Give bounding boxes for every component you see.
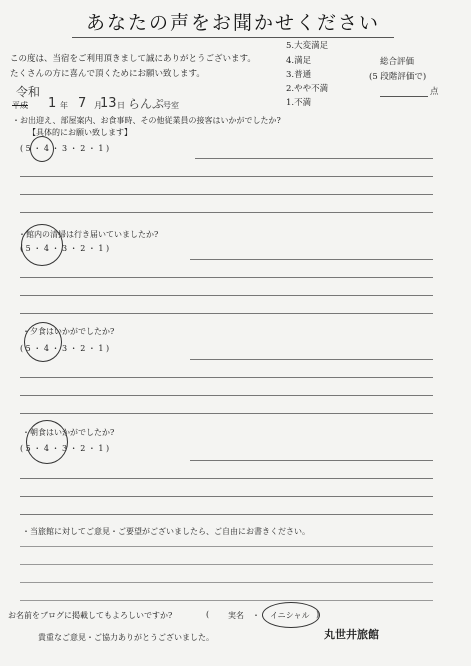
question-1-answer-line-4[interactable] — [20, 212, 433, 213]
free-comment-line-2[interactable] — [20, 564, 433, 565]
stay-month-unit: 月 — [94, 101, 102, 110]
question-2-answer-line-4[interactable] — [20, 313, 433, 314]
closing-message: 貴重なご意見・ご協力ありがとうございました。 — [38, 633, 214, 642]
blog-selected-circle — [262, 602, 320, 628]
blog-option-real-name[interactable]: 実名 — [228, 611, 244, 620]
question-3-answer-line-4[interactable] — [20, 413, 433, 414]
question-1-rating[interactable]: ( 5 ・ 4 ・ 3 ・ 2 ・ 1 ) — [20, 144, 110, 153]
question-3-answer-line-3[interactable] — [20, 395, 433, 396]
question-1-detail-label: 【具体的にお願い致します】 — [28, 128, 132, 137]
inn-signature: 丸世井旅館 — [324, 628, 379, 641]
stay-year-unit: 年 — [60, 101, 68, 110]
question-2-answer-line-2[interactable] — [20, 277, 433, 278]
question-4-rating[interactable]: ( 5 ・ 4 ・ 3 ・ 2 ・ 1 ) — [20, 444, 110, 453]
era-printed: 平成 — [12, 101, 28, 110]
question-3-text: ・夕食はいかがでしたか? — [22, 327, 115, 336]
question-3-answer-line-2[interactable] — [20, 377, 433, 378]
overall-sublabel: (5 段階評価で) — [369, 72, 427, 82]
question-2-selected-circle — [21, 224, 63, 266]
question-3-rating[interactable]: ( 5 ・ 4 ・ 3 ・ 2 ・ 1 ) — [20, 344, 110, 353]
scale-level-4: 4.満足 — [286, 56, 312, 66]
question-4-answer-line-1[interactable] — [190, 460, 433, 461]
question-2-rating[interactable]: ( 5 ・ 4 ・ 3 ・ 2 ・ 1 ) — [20, 244, 110, 253]
free-comment-prompt: ・当旅館に対してご意見・ご要望がございましたら、ご自由にお書きください。 — [22, 527, 310, 536]
scale-level-1: 1.不満 — [286, 98, 312, 108]
question-3-answer-line-1[interactable] — [190, 359, 433, 360]
intro-line-1: この度は、当宿をご利用頂きまして誠にありがとうございます。 — [10, 54, 256, 64]
free-comment-line-3[interactable] — [20, 582, 433, 583]
stay-day-unit: 日 — [117, 101, 125, 110]
overall-score-field[interactable] — [380, 96, 428, 97]
question-1-selected-circle — [30, 136, 54, 162]
blog-question: お名前をブログに掲載してもよろしいですか? — [8, 611, 173, 620]
stay-room: らんぷ — [128, 97, 165, 111]
question-3-selected-circle — [24, 322, 62, 362]
question-1-text: ・お出迎え、部屋案内、お食事時、その他従業員の接客はいかがでしたか? — [12, 116, 281, 125]
free-comment-line-4[interactable] — [20, 600, 433, 601]
question-1-answer-line-3[interactable] — [20, 194, 433, 195]
overall-unit: 点 — [430, 87, 439, 97]
blog-option-separator: ・ — [252, 611, 260, 620]
question-1-answer-line-1[interactable] — [195, 158, 433, 159]
blog-close-paren: ) — [316, 610, 320, 619]
question-4-answer-line-3[interactable] — [20, 496, 433, 497]
page-title: あなたの声をお聞かせください — [86, 12, 381, 34]
blog-open-paren: ( — [206, 610, 210, 619]
question-4-text: ・朝食はいかがでしたか? — [22, 428, 115, 437]
scale-level-3: 3.普通 — [286, 70, 312, 80]
scale-level-5: 5.大変満足 — [286, 41, 329, 51]
question-2-answer-line-1[interactable] — [190, 259, 433, 260]
free-comment-line-1[interactable] — [20, 546, 433, 547]
overall-label: 総合評価 — [380, 57, 415, 67]
question-2-answer-line-3[interactable] — [20, 295, 433, 296]
stay-year: 1 — [48, 96, 57, 111]
stay-day: 13 — [100, 96, 117, 111]
stay-month: 7 — [78, 96, 87, 111]
intro-line-2: たくさんの方に喜んで頂くためにお願い致します。 — [10, 69, 205, 79]
question-2-text: ・館内の清掃は行き届いていましたか? — [18, 230, 159, 239]
era-handwritten: 令和 — [16, 85, 41, 99]
question-1-answer-line-2[interactable] — [20, 176, 433, 177]
title-underline — [72, 37, 394, 38]
question-4-answer-line-4[interactable] — [20, 514, 433, 515]
question-4-answer-line-2[interactable] — [20, 478, 433, 479]
stay-room-unit: 号室 — [163, 101, 179, 110]
scale-level-2: 2.やや不満 — [286, 84, 329, 94]
blog-option-initial[interactable]: イニシャル — [270, 611, 310, 620]
question-4-selected-circle — [26, 420, 68, 464]
